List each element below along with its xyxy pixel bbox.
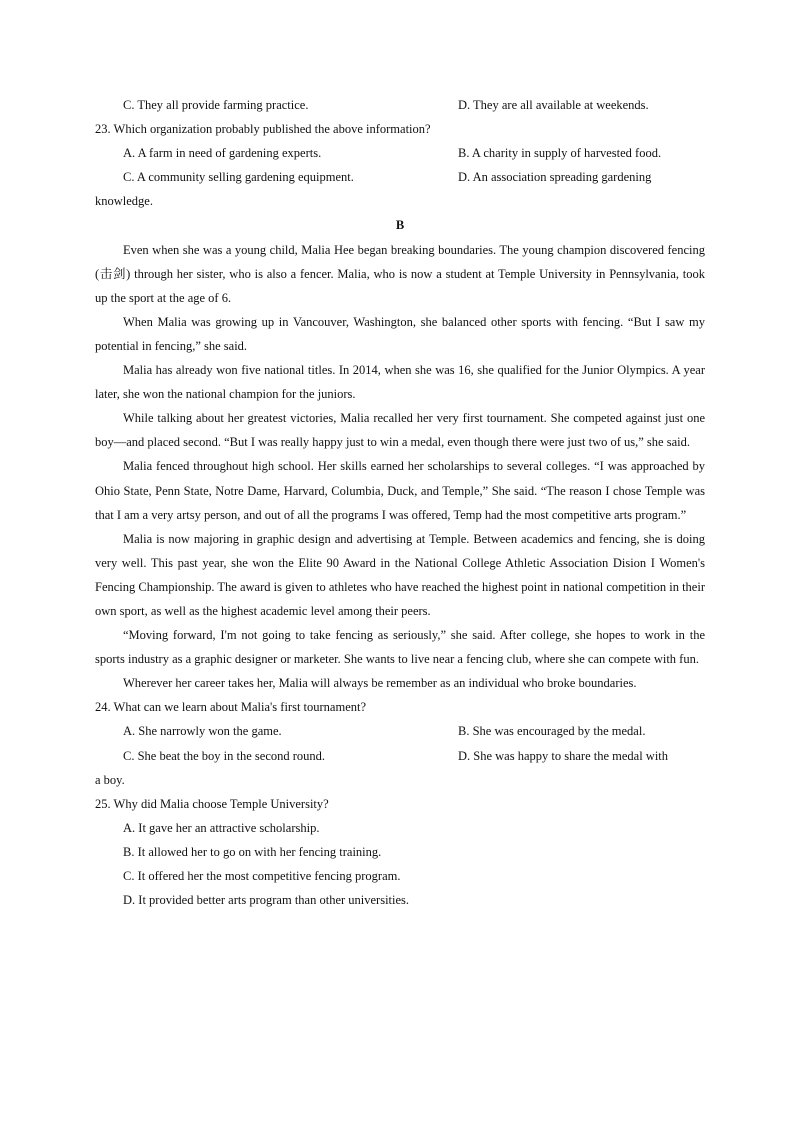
q25-question: 25. Why did Malia choose Temple University? bbox=[95, 796, 329, 811]
q24-options-row-2 bbox=[95, 744, 705, 768]
q23-question: 23. Which organization probably published the above information? bbox=[95, 122, 431, 137]
passage-paragraph-7: “Moving forward, I'm not going to take fencing as seriously,” she said. After college, she hopes to work in the sports industry as a graphic designer or marketer. She wants to live near a fencing club, where she can compete with fun. bbox=[95, 628, 705, 667]
exam-page bbox=[95, 93, 705, 912]
section-title-b: B bbox=[395, 218, 405, 233]
q24-option-c: C. She beat the boy in the second round. bbox=[123, 748, 326, 763]
q23-options-row-2 bbox=[95, 165, 705, 189]
q23-option-b: B. A charity in supply of harvested food. bbox=[458, 146, 662, 161]
q24-option-b: B. She was encouraged by the medal. bbox=[458, 724, 646, 739]
q24-options-row-1 bbox=[95, 719, 705, 743]
q25-option-c: C. It offered her the most competitive fencing program. bbox=[123, 869, 401, 883]
q25-option-d: D. It provided better arts program than other universities. bbox=[123, 893, 410, 908]
q23-option-a: A. A farm in need of gardening experts. bbox=[123, 146, 322, 161]
q25-option-a: A. It gave her an attractive scholarship. bbox=[123, 820, 320, 835]
passage-paragraph-8: Wherever her career takes her, Malia will always be remember as an individual who broke boundaries. bbox=[123, 676, 637, 691]
q24-option-a: A. She narrowly won the game. bbox=[123, 724, 282, 739]
q22-option-d: D. They are all available at weekends. bbox=[458, 98, 649, 112]
q24-option-d-continued: a boy. bbox=[95, 772, 125, 787]
q22-options-row-2 bbox=[95, 93, 705, 117]
passage-paragraph-6: Malia is now majoring in graphic design and advertising at Temple. Between academics and fencing, she is doing very well. This past year, she won the Elite 90 Award in the National College Athletic Association Dision I Women's Fencing Championship. The award is given to athletes who have reached the highest point in national competition in their own sport, as well as the highest academic level among their peers. bbox=[95, 531, 705, 618]
passage-paragraph-4: While talking about her greatest victories, Malia recalled her very first tournament. She competed against just one boy—and placed second. “But I was really happy just to win a medal, even though there were just two of us,” she said. bbox=[95, 411, 705, 450]
q22-option-c: C. They all provide farming practice. bbox=[123, 98, 309, 112]
q24-question: 24. What can we learn about Malia's first tournament? bbox=[95, 700, 367, 715]
q23-option-d-continued: knowledge. bbox=[95, 194, 153, 209]
q23-option-d: D. An association spreading gardening bbox=[458, 170, 652, 185]
passage-paragraph-5: Malia fenced throughout high school. Her skills earned her scholarships to several colleges. “I was approached by Ohio State, Penn State, Notre Dame, Harvard, Columbia, Duck, and Temple,” She said. “The reason I chose Temple was that I am a very artsy person, and out of all the programs I was offered, Temp had the most competitive arts program.” bbox=[95, 459, 705, 522]
q23-options-row-1 bbox=[95, 141, 705, 165]
passage-paragraph-3: Malia has already won five national titles. In 2014, when she was 16, she qualified for the Junior Olympics. A year later, she won the national champion for the juniors. bbox=[95, 363, 705, 402]
passage-paragraph-2: When Malia was growing up in Vancouver, Washington, she balanced other sports with fencing. “But I saw my potential in fencing,” she said. bbox=[95, 314, 705, 353]
q24-option-d: D. She was happy to share the medal with bbox=[458, 748, 669, 763]
passage-paragraph-1: Even when she was a young child, Malia Hee began breaking boundaries. The young champion discovered fencing (击剑) through her sister, who is also a fencer. Malia, who is now a student at Temple University in Pennsylvania, took up the sport at the age of 6. bbox=[95, 242, 705, 305]
q25-option-b: B. It allowed her to go on with her fencing training. bbox=[123, 844, 382, 859]
q23-option-c: C. A community selling gardening equipment. bbox=[123, 170, 354, 185]
